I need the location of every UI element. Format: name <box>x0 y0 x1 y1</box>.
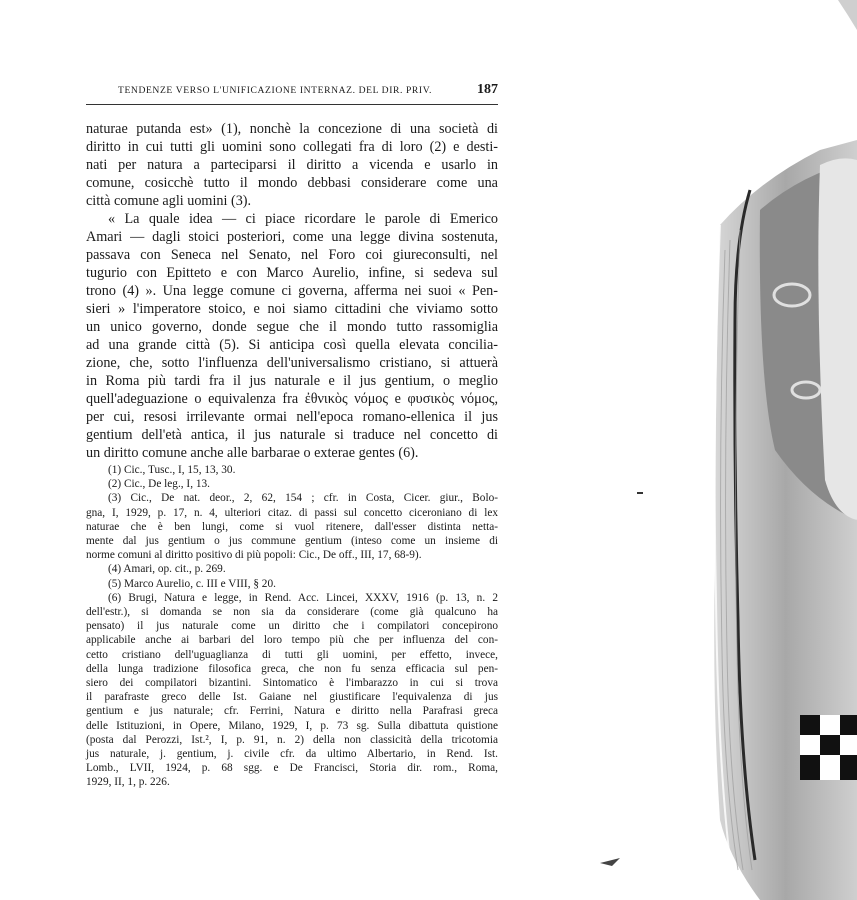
body-line: comune, cosicchè tutto il mondo debbasi considerare come una <box>86 175 498 191</box>
footnote-line: (3) Cic., De nat. deor., 2, 62, 154 ; cfr. in Costa, Cicer. giur., Bolo- <box>108 492 498 505</box>
body-line: ad una grande città (5). Si anticipa così quella elevata concilia- <box>86 337 498 353</box>
footnote-line: dell'estr.), si domanda se non sia da considerare (come già qualcuno ha <box>86 606 498 618</box>
body-line: un diritto comune anche alle barbarae o exterae gentes (6). <box>86 445 419 461</box>
body-line: Amari — dagli stoici posteriori, come una legge divina sostenuta, <box>86 229 498 245</box>
body-line: nati per natura a parteciparsi il diritto a vicenda e usarlo in <box>86 157 498 173</box>
footnote-line: (5) Marco Aurelio, c. III e VIII, § 20. <box>108 577 276 590</box>
footnote-line: cetto cristiano dell'uguaglianza di tutti gli uomini, per effetto, invece, <box>86 648 498 661</box>
body-line: città comune agli uomini (3). <box>86 193 252 209</box>
body-line: zione, che, sotto l'influenza dell'universalismo cristiano, si attuerà <box>86 355 498 371</box>
body-line: naturae putanda est» (1), nonchè la concezione di una società di <box>86 121 498 137</box>
body-line: diritto in cui tutti gli uomini sono collegati fra di loro (2) e desti- <box>86 139 498 155</box>
body-line: gentium dell'età antica, il jus naturale si traduce nel concetto di <box>86 427 498 443</box>
body-line: quell'adeguazione o equivalenza fra ἐθνικὸς νόμος e φυσικὸς νόμος, <box>86 391 498 407</box>
footnote-line: pensato) il jus naturale come un diritto che i compilatori concepirono <box>86 620 498 633</box>
footnote-line: gentium e jus naturale; cfr. Ferrini, Natura e diritto nella Parafrasi greca <box>86 705 498 718</box>
body-line: tugurio con Epitteto e con Marco Aurelio, infine, si sedeva sul <box>86 265 498 281</box>
page-header <box>86 84 498 105</box>
footnote-line: (2) Cic., De leg., I, 13. <box>108 478 210 491</box>
book-edge-photo <box>600 0 857 900</box>
footnote-line: della lunga tradizione filosofica greca, che non fu senza efficacia sul pen- <box>86 662 498 675</box>
footnote-line: il parafraste greco delle Ist. Gaiane nel giustificare l'equivalenza di jus <box>86 691 498 704</box>
footnote-line: (6) Brugi, Natura e legge, in Rend. Acc. Lincei, XXXV, 1916 (p. 13, n. 2 <box>108 591 498 604</box>
footnote-line: gna, I, 1929, p. 17, n. 4, ulteriori citaz. di passi sul concetto ciceroniano di lex <box>86 506 498 519</box>
body-line: trono (4) ». Una legge comune ci governa, afferma nei suoi « Pen- <box>86 283 498 299</box>
footnote-line: naturae che è ben lungi, come si vuol ritenere, dall'esser distinta netta- <box>86 520 498 533</box>
footnote-line: norme comuni al diritto positivo di più popoli: Cic., De off., III, 17, 68-9). <box>86 549 422 562</box>
body-line: passava con Seneca nel Senato, nel Foro coi giureconsulti, nel <box>86 247 498 263</box>
footnote-line: (4) Amari, op. cit., p. 269. <box>108 563 226 576</box>
footnote-line: (posta dal Perozzi, Ist.², I, p. 91, n. 2) della non classicità della tricotomia <box>86 733 498 746</box>
footnote-line: applicabile anche ai barbari del loro tempo più che per influenza del con- <box>86 634 498 647</box>
body-line: un unico governo, donde segue che il mondo tutto rassomiglia <box>86 319 498 335</box>
footnote-line: (1) Cic., Tusc., I, 15, 13, 30. <box>108 464 236 476</box>
footnote-line: jus naturale, j. gentium, j. civile cfr. da ultimo Albertario, in Rend. Ist. <box>86 748 498 760</box>
body-line: per cui, resosi irrilevante ormai nell'epoca romano-ellenica il jus <box>86 409 498 425</box>
footnote-line: delle Istituzioni, in Opere, Milano, 1929, I, p. 73 sg. Sulla dibattuta quistione <box>86 719 498 732</box>
footnote-line: Lomb., LVII, 1924, p. 68 sgg. e De Francisci, Storia dir. rom., Roma, <box>86 762 498 775</box>
footnote-line: 1929, II, 1, p. 226. <box>86 776 170 789</box>
footnote-line: siero dei compilatori bizantini. Sintomatico è l'imbarazzo in cui si trova <box>86 677 498 689</box>
body-line: sieri » l'imperatore stoico, e noi siamo cittadini che viviamo sotto <box>86 301 498 317</box>
running-head: TENDENZE VERSO L'UNIFICAZIONE INTERNAZ. DEL DIR. PRIV. <box>118 85 433 96</box>
footnote-line: mente dal jus gentium o jus commune gentium (inteso come un insieme di <box>86 535 498 547</box>
body-line: « La quale idea — ci piace ricordare le parole di Emerico <box>108 211 498 227</box>
body-line: in Roma più tardi fra il jus naturale e il jus gentium, o meglio <box>86 373 498 389</box>
page-number: 187 <box>477 82 498 97</box>
book-page-edge-photo-icon <box>600 0 857 900</box>
